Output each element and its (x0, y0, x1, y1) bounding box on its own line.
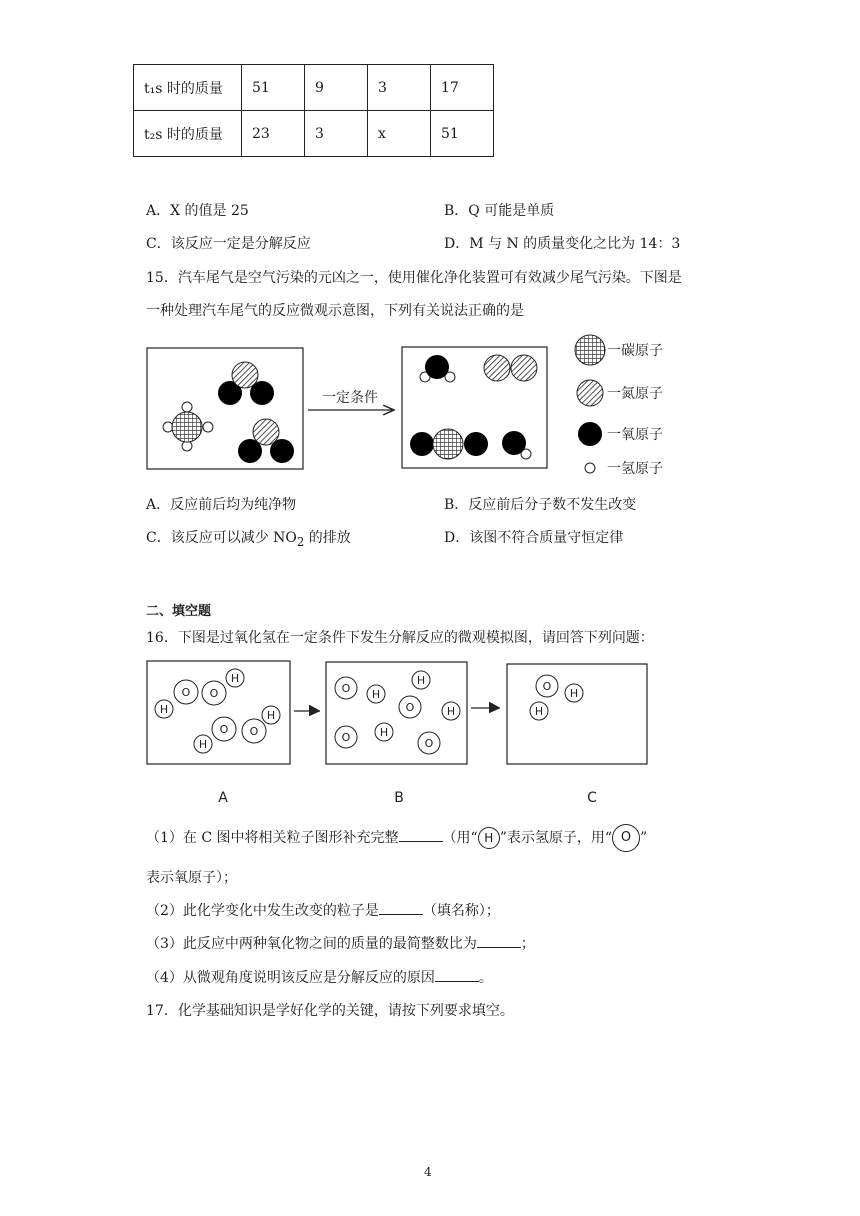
h2o-molecule (530, 675, 583, 720)
hydrogen-symbol: H (478, 827, 500, 849)
table-row (134, 111, 494, 157)
q16-sub4 (146, 967, 493, 987)
svg-text:O: O (181, 686, 191, 699)
legend-hydrogen: 一氢原子 (607, 461, 663, 477)
legend-oxygen: 一氧原子 (607, 427, 663, 443)
q15-option-a: A．反应前后均为纯净物 (146, 497, 297, 513)
answer-blank[interactable] (399, 829, 443, 842)
atom-labels (147, 661, 647, 764)
q15-option-c (146, 527, 351, 549)
legend-nitrogen: 一氮原子 (607, 386, 663, 402)
svg-text:H: H (416, 674, 426, 687)
svg-text:H: H (569, 687, 579, 700)
q14-option-d: D．M 与 N 的质量变化之比为 14：3 (444, 236, 681, 252)
q16-sub1-text: （用“ (442, 830, 478, 846)
svg-text:O: O (542, 680, 552, 693)
answer-blank[interactable] (379, 902, 423, 915)
q15-option-c-suffix: 的排放 (304, 530, 351, 546)
q15-option-c-sub: 2 (296, 534, 305, 549)
svg-text:O: O (341, 731, 351, 744)
q16-sub1-text: ”表示氢原子，用“ (499, 830, 613, 846)
q14-option-b: B．Q 可能是单质 (444, 203, 555, 219)
q16-sub1-text: （1）在 C 图中将相关粒子图形补充完整 (146, 830, 399, 846)
legend (575, 335, 663, 477)
q14-option-a: A．X 的值是 25 (146, 203, 249, 219)
table-row (134, 65, 494, 111)
table-cell: 3 (368, 65, 431, 111)
table-cell: 51 (242, 65, 305, 111)
q16-sub3 (146, 933, 535, 953)
table-cell: 51 (431, 111, 494, 157)
table-cell: 17 (431, 65, 494, 111)
svg-text:H: H (534, 705, 544, 718)
h2o2-molecule (194, 706, 280, 753)
molecule-h2o (502, 431, 531, 459)
svg-text:H: H (266, 709, 276, 722)
h2o2-molecule (155, 669, 244, 718)
q14-option-c: C．该反应一定是分解反应 (146, 236, 311, 252)
table-cell: t₁s 时的质量 (134, 65, 242, 111)
q17-stem: 17．化学基础知识是学好化学的关键，请按下列要求填空。 (146, 1003, 514, 1019)
q16-sub2-text: （2）此化学变化中发生改变的粒子是 (146, 903, 379, 919)
panel-label-c: C (587, 790, 597, 806)
q15-stem-line1: 15．汽车尾气是空气污染的元凶之一，使用催化净化装置可有效减少尾气污染。下图是 (146, 270, 682, 286)
molecule-no2 (238, 419, 294, 463)
box-c (507, 664, 647, 764)
q16-sub1-line2: 表示氧原子）； (146, 870, 237, 886)
panel-label-b: B (394, 790, 404, 806)
svg-text:O: O (209, 687, 219, 700)
nitrogen-legend-icon (577, 380, 603, 406)
table-cell: t₂s 时的质量 (134, 111, 242, 157)
svg-text:H: H (230, 672, 240, 685)
svg-text:H: H (379, 726, 389, 739)
q16-stem: 16．下图是过氧化氢在一定条件下发生分解反应的微观模拟图，请回答下列问题： (146, 630, 654, 646)
q16-sub1-text: ” (640, 830, 648, 846)
oxygen-symbol: O (612, 824, 640, 852)
answer-blank[interactable] (477, 935, 521, 948)
svg-text:H: H (198, 738, 208, 751)
section-heading: 二、填空题 (146, 604, 212, 619)
answer-blank[interactable] (435, 969, 479, 982)
arrow-label: 一定条件 (322, 390, 378, 406)
svg-text:O: O (341, 682, 351, 695)
legend-carbon: 一碳原子 (607, 343, 663, 359)
molecule-co2 (410, 429, 488, 459)
q16-sub4-text: （4）从微观角度说明该反应是分解反应的原因 (146, 970, 435, 986)
svg-text:H: H (446, 705, 456, 718)
molecule-h2o (420, 355, 455, 382)
hydrogen-legend-icon (585, 463, 595, 473)
svg-text:O: O (249, 725, 259, 738)
table-cell: 3 (305, 111, 368, 157)
mass-table (133, 64, 494, 157)
carbon-legend-icon (575, 335, 605, 365)
q15-option-d: D．该图不符合质量守恒定律 (444, 530, 624, 546)
svg-text:O: O (405, 701, 415, 714)
svg-text:H: H (371, 688, 381, 701)
table-cell: 9 (305, 65, 368, 111)
q16-sub4-text: 。 (478, 970, 493, 986)
q16-sub3-text: ； (520, 936, 535, 952)
q16-sub2-text: （填名称）； (422, 903, 500, 919)
molecule-n2 (484, 355, 537, 381)
svg-text:H: H (159, 703, 169, 716)
q16-sub3-text: （3）此反应中两种氧化物之间的质量的最简整数比为 (146, 936, 477, 952)
page-number: 4 (424, 1165, 432, 1179)
q16-sub1-line1 (146, 824, 647, 852)
q15-reaction-diagram (140, 330, 700, 480)
q15-option-c-prefix: C．该反应可以减少 NO (146, 530, 297, 546)
molecule-carbon-hydrogen (163, 402, 213, 451)
table-cell: x (368, 111, 431, 157)
svg-text:O: O (219, 723, 229, 736)
table-cell: 23 (242, 111, 305, 157)
svg-text:O: O (424, 737, 434, 750)
q16-decomposition-diagram (140, 655, 660, 815)
q15-stem-line2: 一种处理汽车尾气的反应微观示意图，下列有关说法正确的是 (146, 303, 524, 319)
q15-option-b: B．反应前后分子数不发生改变 (444, 497, 637, 513)
q16-sub2 (146, 900, 500, 920)
oxygen-legend-icon (578, 422, 602, 446)
panel-label-a: A (218, 790, 228, 806)
molecule-no2 (218, 362, 274, 405)
